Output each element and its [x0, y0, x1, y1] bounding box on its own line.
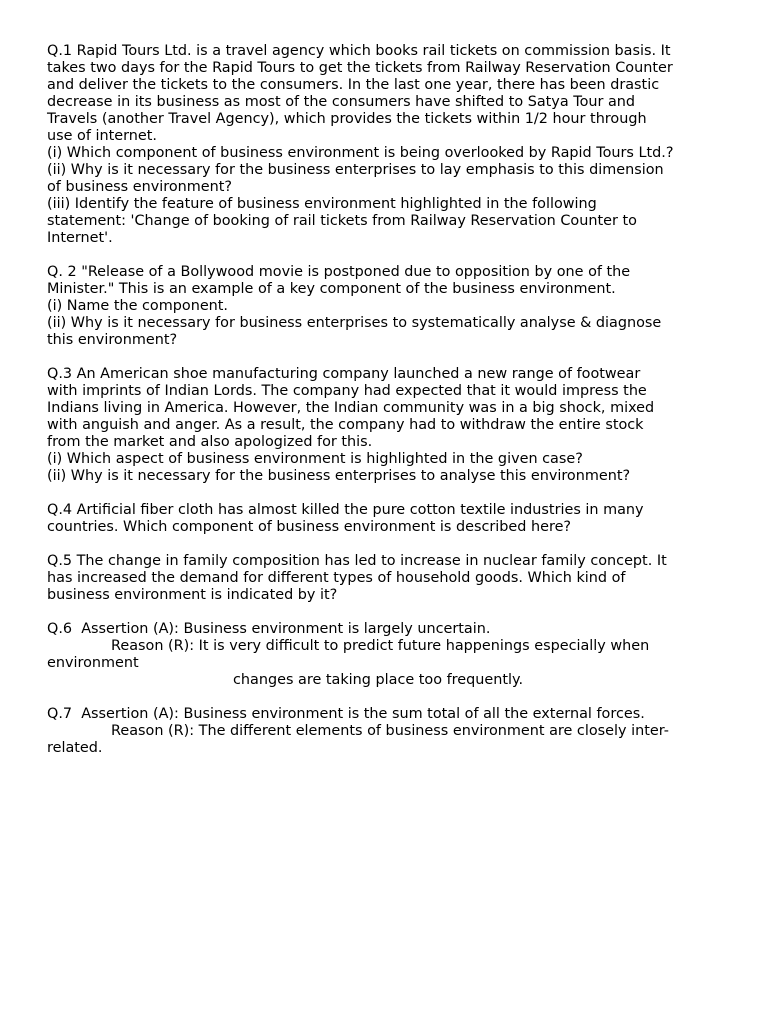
text-line: (ii) Why is it necessary for the business enterprises to analyse this environment?: [47, 468, 631, 484]
text-line: use of internet.: [47, 128, 157, 144]
text-line: Minister." This is an example of a key component of the business environment.: [47, 281, 616, 297]
question-6: [47, 621, 737, 689]
reason-line: Reason (R): It is very difficult to predict future happenings especially when: [111, 638, 650, 654]
text-line: (ii) Why is it necessary for the business enterprises to lay emphasis to this dimension: [47, 162, 664, 178]
text-line: statement: 'Change of booking of rail tickets from Railway Reservation Counter to: [47, 213, 637, 229]
document-page: [47, 43, 737, 774]
question-5: [47, 553, 737, 604]
text-line: with anguish and anger. As a result, the company had to withdraw the entire stock: [47, 417, 644, 433]
text-line: (ii) Why is it necessary for business enterprises to systematically analyse & diagnose: [47, 315, 662, 331]
text-line: with imprints of Indian Lords. The company had expected that it would impress the: [47, 383, 647, 399]
question-3: [47, 366, 737, 485]
text-line: decrease in its business as most of the consumers have shifted to Satya Tour and: [47, 94, 636, 110]
text-line: takes two days for the Rapid Tours to get the tickets from Railway Reservation Counter: [47, 60, 673, 76]
reason-line: environment: [47, 655, 139, 671]
text-line: (i) Name the component.: [47, 298, 229, 314]
text-line: Travels (another Travel Agency), which provides the tickets within 1/2 hour through: [47, 111, 647, 127]
assertion-line: Q.6 Assertion (A): Business environment is largely uncertain.: [47, 621, 491, 637]
text-line: (i) Which aspect of business environment is highlighted in the given case?: [47, 451, 583, 467]
text-line: of business environment?: [47, 179, 233, 195]
text-line: this environment?: [47, 332, 178, 348]
text-line: and deliver the tickets to the consumers. In the last one year, there has been drastic: [47, 77, 660, 93]
text-line: Internet'.: [47, 230, 113, 246]
reason-line: Reason (R): The different elements of business environment are closely inter-: [111, 723, 669, 739]
text-line: Q.3 An American shoe manufacturing company launched a new range of footwear: [47, 366, 641, 382]
text-line: Q. 2 "Release of a Bollywood movie is postponed due to opposition by one of the: [47, 264, 631, 280]
text-line: Q.5 The change in family composition has led to increase in nuclear family concept. It: [47, 553, 667, 569]
question-7: [47, 706, 737, 757]
question-1: [47, 43, 737, 247]
text-line: has increased the demand for different types of household goods. Which kind of: [47, 570, 626, 586]
question-2: [47, 264, 737, 349]
reason-line: changes are taking place too frequently.: [233, 672, 524, 688]
text-line: Q.4 Artificial fiber cloth has almost killed the pure cotton textile industries in many: [47, 502, 644, 518]
text-line: Q.1 Rapid Tours Ltd. is a travel agency which books rail tickets on commission basis. It: [47, 43, 671, 59]
text-line: from the market and also apologized for this.: [47, 434, 373, 450]
reason-line: related.: [47, 740, 103, 756]
text-line: (iii) Identify the feature of business environment highlighted in the following: [47, 196, 597, 212]
text-line: countries. Which component of business environment is described here?: [47, 519, 572, 535]
assertion-line: Q.7 Assertion (A): Business environment is the sum total of all the external forces.: [47, 706, 645, 722]
text-line: (i) Which component of business environment is being overlooked by Rapid Tours Ltd.?: [47, 145, 674, 161]
question-4: [47, 502, 737, 536]
text-line: business environment is indicated by it?: [47, 587, 338, 603]
text-line: Indians living in America. However, the Indian community was in a big shock, mixed: [47, 400, 655, 416]
